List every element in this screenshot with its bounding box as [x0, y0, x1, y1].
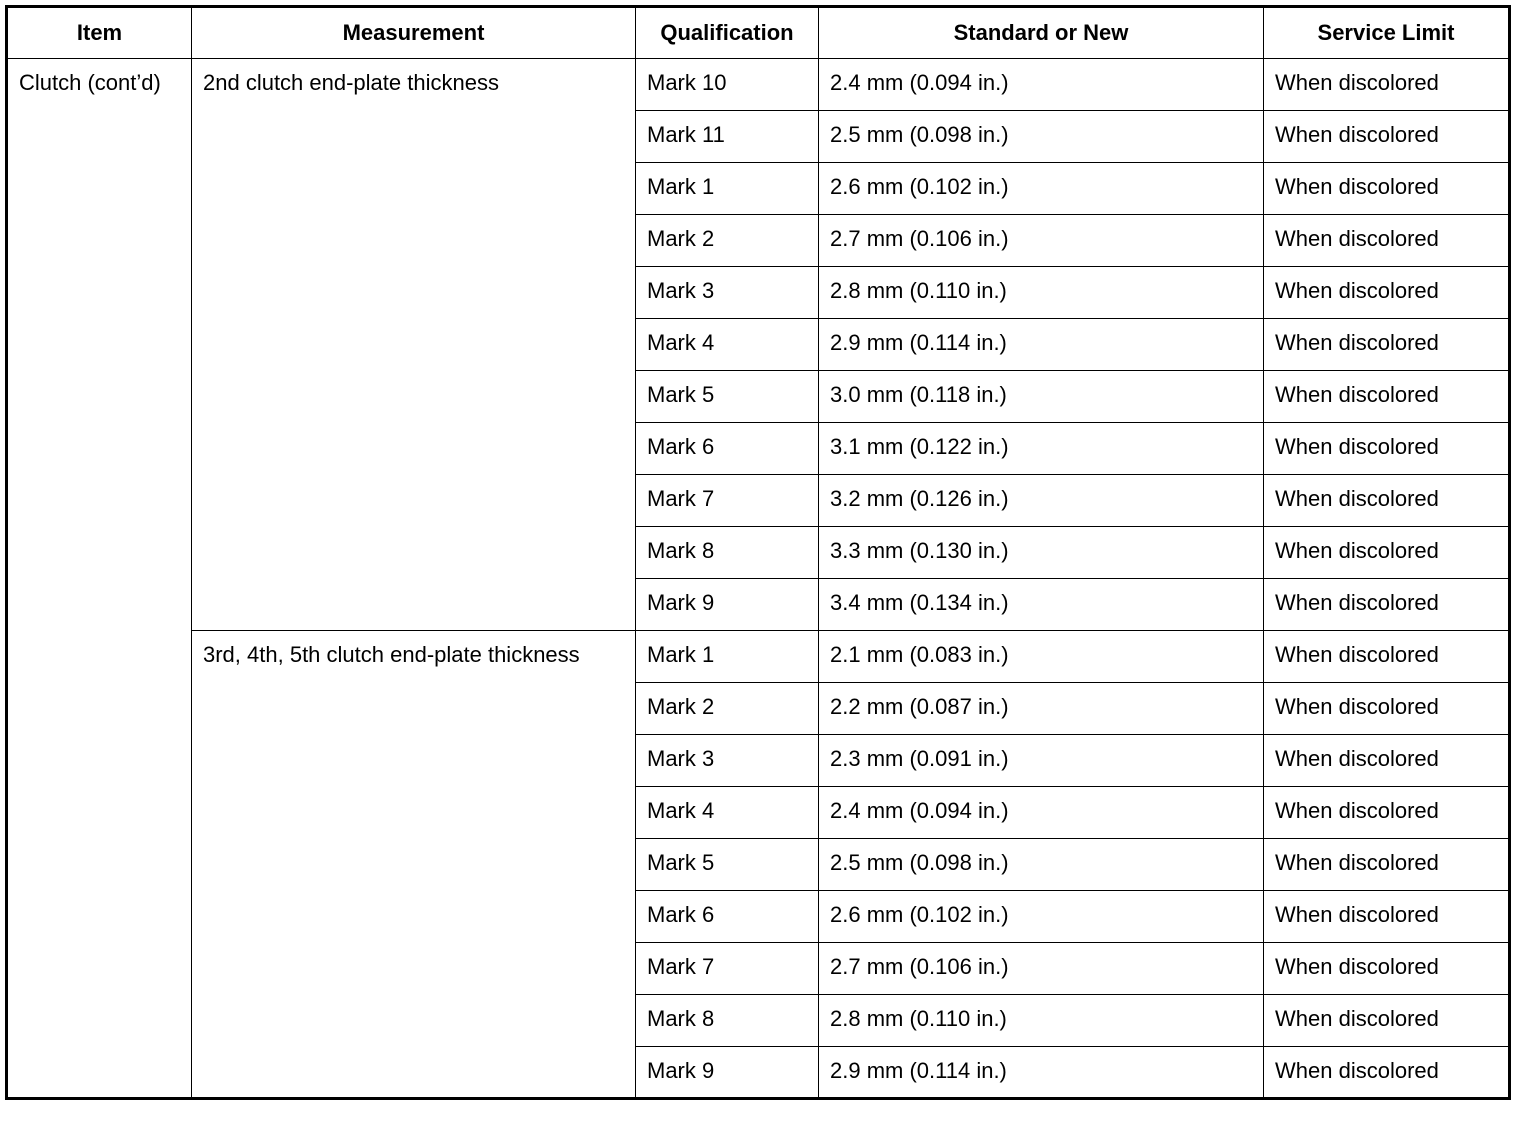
standard-cell: 3.3 mm (0.130 in.)	[819, 527, 1264, 579]
service-limit-cell: When discolored	[1264, 59, 1510, 111]
item-cell: Clutch (cont’d)	[7, 59, 192, 1099]
service-limit-cell: When discolored	[1264, 475, 1510, 527]
service-limit-cell: When discolored	[1264, 579, 1510, 631]
qualification-cell: Mark 10	[636, 59, 819, 111]
table-header	[7, 7, 1510, 59]
standard-cell: 2.7 mm (0.106 in.)	[819, 215, 1264, 267]
standard-cell: 3.1 mm (0.122 in.)	[819, 423, 1264, 475]
header-measurement: Measurement	[192, 7, 636, 59]
header-row	[7, 7, 1510, 59]
table-row	[7, 59, 1510, 111]
qualification-cell: Mark 9	[636, 579, 819, 631]
qualification-cell: Mark 8	[636, 995, 819, 1047]
service-limit-cell: When discolored	[1264, 423, 1510, 475]
table-row	[7, 631, 1510, 683]
standard-cell: 2.2 mm (0.087 in.)	[819, 683, 1264, 735]
service-limit-cell: When discolored	[1264, 371, 1510, 423]
service-limit-cell: When discolored	[1264, 735, 1510, 787]
qualification-cell: Mark 7	[636, 475, 819, 527]
qualification-cell: Mark 2	[636, 683, 819, 735]
qualification-cell: Mark 9	[636, 1047, 819, 1099]
standard-cell: 2.3 mm (0.091 in.)	[819, 735, 1264, 787]
spec-table-container	[5, 5, 1508, 1100]
qualification-cell: Mark 2	[636, 215, 819, 267]
service-limit-cell: When discolored	[1264, 943, 1510, 995]
service-spec-table	[5, 5, 1511, 1100]
service-limit-cell: When discolored	[1264, 267, 1510, 319]
qualification-cell: Mark 1	[636, 631, 819, 683]
qualification-cell: Mark 6	[636, 423, 819, 475]
service-limit-cell: When discolored	[1264, 527, 1510, 579]
service-limit-cell: When discolored	[1264, 163, 1510, 215]
qualification-cell: Mark 11	[636, 111, 819, 163]
qualification-cell: Mark 5	[636, 371, 819, 423]
header-qualification: Qualification	[636, 7, 819, 59]
header-standard: Standard or New	[819, 7, 1264, 59]
service-limit-cell: When discolored	[1264, 111, 1510, 163]
standard-cell: 2.5 mm (0.098 in.)	[819, 111, 1264, 163]
qualification-cell: Mark 8	[636, 527, 819, 579]
standard-cell: 3.2 mm (0.126 in.)	[819, 475, 1264, 527]
service-limit-cell: When discolored	[1264, 787, 1510, 839]
header-item: Item	[7, 7, 192, 59]
qualification-cell: Mark 3	[636, 267, 819, 319]
standard-cell: 2.4 mm (0.094 in.)	[819, 787, 1264, 839]
standard-cell: 2.5 mm (0.098 in.)	[819, 839, 1264, 891]
service-limit-cell: When discolored	[1264, 683, 1510, 735]
service-limit-cell: When discolored	[1264, 319, 1510, 371]
standard-cell: 2.9 mm (0.114 in.)	[819, 319, 1264, 371]
standard-cell: 3.4 mm (0.134 in.)	[819, 579, 1264, 631]
service-limit-cell: When discolored	[1264, 631, 1510, 683]
qualification-cell: Mark 6	[636, 891, 819, 943]
qualification-cell: Mark 7	[636, 943, 819, 995]
standard-cell: 2.8 mm (0.110 in.)	[819, 995, 1264, 1047]
qualification-cell: Mark 1	[636, 163, 819, 215]
table-body	[7, 59, 1510, 1099]
standard-cell: 2.8 mm (0.110 in.)	[819, 267, 1264, 319]
standard-cell: 2.1 mm (0.083 in.)	[819, 631, 1264, 683]
standard-cell: 2.6 mm (0.102 in.)	[819, 891, 1264, 943]
service-limit-cell: When discolored	[1264, 1047, 1510, 1099]
standard-cell: 2.9 mm (0.114 in.)	[819, 1047, 1264, 1099]
service-limit-cell: When discolored	[1264, 839, 1510, 891]
header-service-limit: Service Limit	[1264, 7, 1510, 59]
qualification-cell: Mark 4	[636, 787, 819, 839]
standard-cell: 2.6 mm (0.102 in.)	[819, 163, 1264, 215]
qualification-cell: Mark 3	[636, 735, 819, 787]
measurement-cell: 3rd, 4th, 5th clutch end-plate thickness	[192, 631, 636, 1099]
service-limit-cell: When discolored	[1264, 891, 1510, 943]
qualification-cell: Mark 4	[636, 319, 819, 371]
measurement-cell: 2nd clutch end-plate thickness	[192, 59, 636, 631]
standard-cell: 2.4 mm (0.094 in.)	[819, 59, 1264, 111]
service-limit-cell: When discolored	[1264, 215, 1510, 267]
qualification-cell: Mark 5	[636, 839, 819, 891]
standard-cell: 3.0 mm (0.118 in.)	[819, 371, 1264, 423]
standard-cell: 2.7 mm (0.106 in.)	[819, 943, 1264, 995]
service-limit-cell: When discolored	[1264, 995, 1510, 1047]
